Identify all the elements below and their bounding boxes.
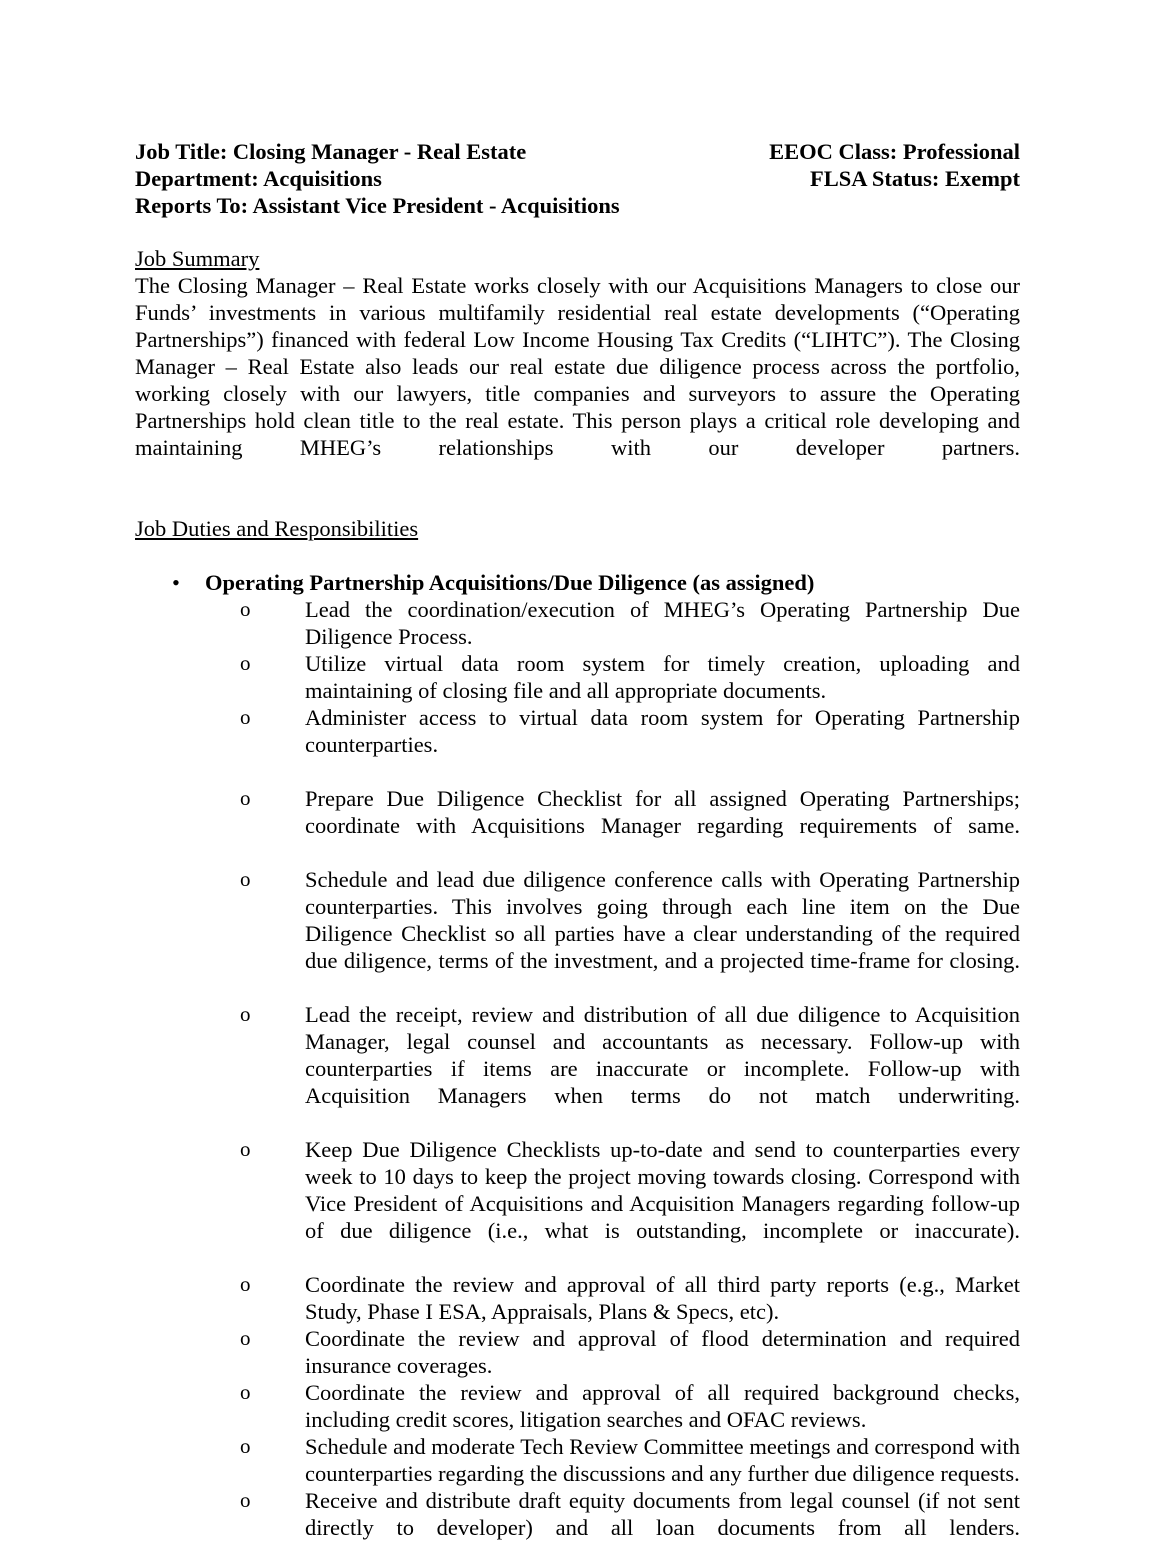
circle-bullet-icon: o bbox=[240, 1002, 251, 1026]
eeoc-class-text: EEOC Class: Professional bbox=[769, 139, 1020, 164]
list-item bbox=[240, 866, 1020, 1001]
list-item-text: Receive and distribute draft equity documents from legal counsel (if not sent directly to developer) and all loan documents from all lenders. bbox=[305, 1488, 1020, 1540]
job-duties-heading-wrap bbox=[135, 515, 1020, 542]
list-item-text: Keep Due Diligence Checklists up-to-date and send to counterparties every week to 10 days to keep the project moving towards closing. Correspond with Vice President of Acquisitions and Acquisition Managers regarding follow-up of due diligence (i.e., what is outstanding, incomplete or inaccurate). bbox=[305, 1137, 1020, 1243]
list-item bbox=[240, 1136, 1020, 1271]
circle-bullet-icon: o bbox=[240, 786, 251, 810]
circle-bullet-icon: o bbox=[240, 705, 251, 729]
flsa-status-text: FLSA Status: Exempt bbox=[809, 166, 1020, 191]
circle-bullet-icon: o bbox=[240, 597, 251, 621]
list-item-text: Coordinate the review and approval of flood determination and required insurance coverages. bbox=[305, 1326, 1020, 1378]
list-item-text: Coordinate the review and approval of all required background checks, including credit scores, litigation searches and OFAC reviews. bbox=[305, 1380, 1020, 1432]
list-item bbox=[240, 1271, 1020, 1325]
list-item bbox=[240, 1001, 1020, 1136]
list-item-text: Prepare Due Diligence Checklist for all assigned Operating Partnerships; coordinate with Acquisitions Manager regarding requirements of same. bbox=[305, 786, 1020, 838]
job-duties-heading: Job Duties and Responsibilities bbox=[135, 516, 419, 541]
list-item-text: Lead the receipt, review and distribution of all due diligence to Acquisition Manager, legal counsel and accountants as necessary. Follow-up with counterparties if items are inaccurate or incomplete. Follow-up with Acquisition Managers when terms do not match underwriting. bbox=[305, 1002, 1020, 1108]
circle-bullet-icon: o bbox=[240, 1137, 251, 1161]
circle-bullet-icon: o bbox=[240, 1326, 251, 1350]
document-header bbox=[135, 138, 1020, 219]
circle-bullet-icon: o bbox=[240, 1434, 251, 1458]
circle-bullet-icon: o bbox=[240, 867, 251, 891]
job-summary-heading-wrap bbox=[135, 245, 1020, 272]
list-item bbox=[240, 596, 1020, 650]
list-item bbox=[240, 1433, 1020, 1487]
list-item-text: Schedule and moderate Tech Review Committee meetings and correspond with counterparties regarding the discussions and any further due diligence requests. bbox=[305, 1434, 1020, 1486]
list-item bbox=[240, 1487, 1020, 1568]
header-row-job-title bbox=[135, 138, 1020, 165]
list-item-text: Administer access to virtual data room system for Operating Partnership counterparties. bbox=[305, 705, 1020, 757]
circle-bullet-icon: o bbox=[240, 1272, 251, 1296]
bullet-marker-icon: • bbox=[172, 570, 180, 595]
header-row-department bbox=[135, 165, 1020, 192]
reports-to-text: Reports To: Assistant Vice President - Acquisitions bbox=[135, 193, 620, 218]
list-item-text: Schedule and lead due diligence conference calls with Operating Partnership counterparties. This involves going through each line item on the Due Diligence Checklist so all parties have a clear understanding of the required due diligence, terms of the investment, and a projected time-frame for closing. bbox=[305, 867, 1020, 973]
duties-bullet-label: Operating Partnership Acquisitions/Due Diligence (as assigned) bbox=[205, 570, 815, 595]
circle-bullet-icon: o bbox=[240, 1380, 251, 1404]
department-text: Department: Acquisitions bbox=[135, 166, 382, 191]
job-summary-paragraph: The Closing Manager – Real Estate works closely with our Acquisitions Managers to close our Funds’ investments in various multifamily residential real estate developments (“Operating Partnerships”) financed with federal Low Income Housing Tax Credits (“LIHTC”). The Closing Manager – Real Estate also leads our real estate due diligence process across the portfolio, working closely with our lawyers, title companies and surveyors to assure the Operating Partnerships hold clean title to the real estate. This person plays a critical role developing and maintaining MHEG’s relationships with our developer partners. bbox=[135, 273, 1020, 460]
duties-heading-spacer bbox=[135, 542, 1020, 569]
duties-bullet-group bbox=[135, 569, 1020, 1568]
list-item-text: Utilize virtual data room system for timely creation, uploading and maintaining of closing file and all appropriate documents. bbox=[305, 651, 1020, 703]
list-item bbox=[240, 1379, 1020, 1433]
list-item bbox=[240, 785, 1020, 866]
header-row-reports-to bbox=[135, 192, 1020, 219]
duties-list bbox=[135, 569, 1020, 1568]
list-item bbox=[240, 704, 1020, 785]
duties-sub-list bbox=[205, 596, 1020, 1568]
list-item-text: Lead the coordination/execution of MHEG’s Operating Partnership Due Diligence Process. bbox=[305, 597, 1020, 649]
circle-bullet-icon: o bbox=[240, 651, 251, 675]
job-title-text: Job Title: Closing Manager - Real Estate bbox=[135, 139, 527, 164]
list-item bbox=[240, 1325, 1020, 1379]
job-summary-heading: Job Summary bbox=[135, 246, 260, 271]
paragraph-spacer bbox=[135, 488, 1020, 515]
list-item-text: Coordinate the review and approval of all third party reports (e.g., Market Study, Phase I ESA, Appraisals, Plans & Specs, etc). bbox=[305, 1272, 1020, 1324]
list-item bbox=[240, 650, 1020, 704]
circle-bullet-icon: o bbox=[240, 1488, 251, 1512]
